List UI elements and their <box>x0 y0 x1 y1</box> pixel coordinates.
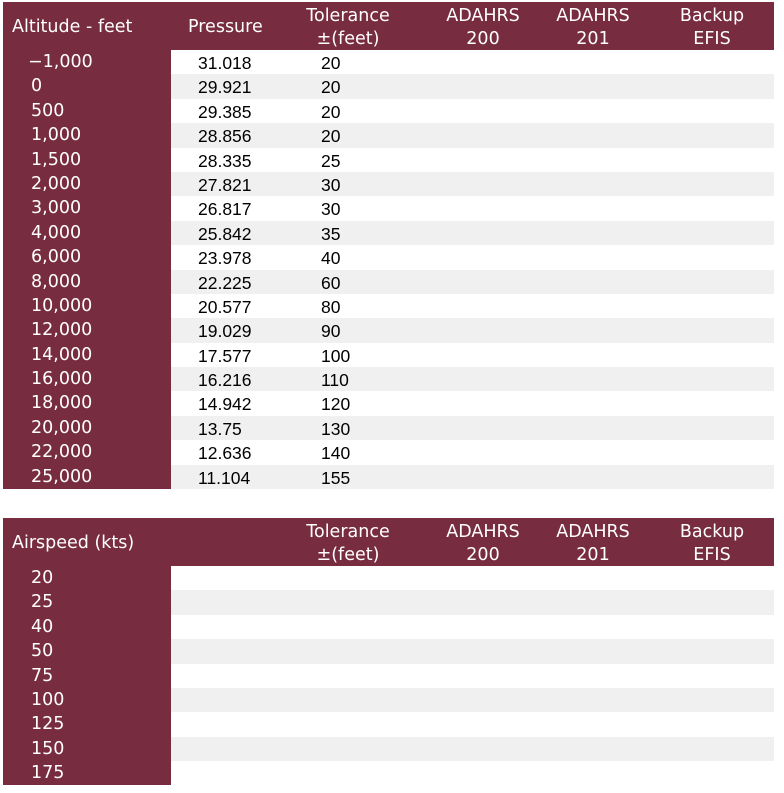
airspeed-cell <box>3 737 171 761</box>
tolerance-value: 60 <box>321 272 341 293</box>
altitude-cell <box>3 99 171 123</box>
pressure-value: 25.842 <box>198 223 252 244</box>
altitude-value: 10,000 <box>31 295 93 316</box>
altitude-cell <box>3 294 171 318</box>
airspeed-value: 75 <box>31 665 54 686</box>
altitude-cell <box>3 318 171 342</box>
tolerance-value: 20 <box>321 101 341 122</box>
tolerance-value: 110 <box>321 370 349 391</box>
pressure-header: Pressure <box>188 17 263 37</box>
adahrs201-header-line1: ADAHRS <box>556 522 630 542</box>
adahrs201-header <box>551 521 635 567</box>
table-row <box>3 688 774 712</box>
altitude-table-header <box>3 2 774 50</box>
table-row <box>3 172 774 196</box>
table-row <box>3 440 774 464</box>
tolerance-header-line2: ±(feet) <box>316 545 380 565</box>
table-row <box>3 148 774 172</box>
backup-efis-header-line1: Backup <box>679 522 745 542</box>
table-row <box>3 270 774 294</box>
altitude-value: 8,000 <box>31 271 82 292</box>
pressure-value: 23.978 <box>198 248 252 269</box>
table-row <box>3 416 774 440</box>
tolerance-value: 35 <box>321 223 341 244</box>
airspeed-cell <box>3 639 171 663</box>
airspeed-cell <box>3 664 171 688</box>
airspeed-value: 100 <box>31 689 65 710</box>
altitude-value: 3,000 <box>31 198 82 219</box>
altitude-cell <box>3 367 171 391</box>
pressure-value: 29.921 <box>198 77 252 98</box>
airspeed-value: 175 <box>31 763 65 784</box>
tolerance-value: 120 <box>321 394 351 415</box>
tolerance-value: 100 <box>321 345 351 366</box>
altitude-value: 20,000 <box>31 417 93 438</box>
airspeed-cell <box>3 712 171 736</box>
airspeed-value: 150 <box>31 738 65 759</box>
altitude-table-body <box>3 50 774 489</box>
table-row <box>3 712 774 736</box>
adahrs200-header-line2: 200 <box>466 29 500 49</box>
tolerance-value: 40 <box>321 248 341 269</box>
adahrs200-header <box>441 5 525 51</box>
altitude-value: 500 <box>31 100 65 121</box>
airspeed-value: 25 <box>31 592 54 613</box>
altitude-table <box>3 2 774 489</box>
altitude-cell <box>3 148 171 172</box>
tolerance-value: 140 <box>321 443 351 464</box>
airspeed-table-body <box>3 566 774 785</box>
table-row <box>3 664 774 688</box>
table-row <box>3 221 774 245</box>
table-row <box>3 391 774 415</box>
table-row <box>3 367 774 391</box>
tolerance-value: 130 <box>321 418 351 439</box>
tolerance-value: 20 <box>321 77 341 98</box>
table-row <box>3 99 774 123</box>
table-row <box>3 590 774 614</box>
tolerance-value: 25 <box>321 150 341 171</box>
tolerance-header <box>302 5 394 51</box>
table-row <box>3 123 774 147</box>
altitude-value: 2,000 <box>31 173 82 194</box>
altitude-cell <box>3 440 171 464</box>
table-row <box>3 318 774 342</box>
table-row <box>3 50 774 74</box>
adahrs200-header <box>441 521 525 567</box>
altitude-cell <box>3 391 171 415</box>
backup-efis-header-line2: EFIS <box>693 29 731 49</box>
tolerance-value: 155 <box>321 467 351 488</box>
altitude-cell <box>3 343 171 367</box>
altitude-value: 6,000 <box>31 247 82 268</box>
pressure-value: 20.577 <box>198 296 252 317</box>
pressure-value: 27.821 <box>198 174 252 195</box>
adahrs201-header-line1: ADAHRS <box>556 6 630 26</box>
airspeed-value: 50 <box>31 641 54 662</box>
airspeed-cell <box>3 566 171 590</box>
altitude-value: 12,000 <box>31 320 93 341</box>
pressure-value: 29.385 <box>198 101 252 122</box>
altitude-value: 14,000 <box>31 344 93 365</box>
altitude-value: −1,000 <box>28 52 93 72</box>
altitude-value: 0 <box>31 76 43 97</box>
pressure-value: 31.018 <box>198 53 252 73</box>
table-row <box>3 761 774 785</box>
pressure-value: 17.577 <box>198 345 252 366</box>
table-row <box>3 737 774 761</box>
pressure-value: 28.335 <box>198 150 252 171</box>
pressure-value: 13.75 <box>198 418 242 439</box>
airspeed-value: 20 <box>31 568 54 588</box>
adahrs201-header <box>551 5 635 51</box>
altitude-cell <box>3 172 171 196</box>
tolerance-value: 20 <box>321 53 341 73</box>
airspeed-value: 125 <box>31 714 65 735</box>
adahrs201-header-line2: 201 <box>576 29 610 49</box>
table-row <box>3 196 774 220</box>
adahrs201-header-line2: 201 <box>576 545 610 565</box>
airspeed-cell <box>3 615 171 639</box>
backup-efis-header-line2: EFIS <box>693 545 731 565</box>
pressure-value: 12.636 <box>198 443 252 464</box>
airspeed-cell <box>3 688 171 712</box>
pressure-value: 26.817 <box>198 199 252 220</box>
table-row <box>3 639 774 663</box>
table-row <box>3 294 774 318</box>
altitude-value: 1,500 <box>31 149 82 170</box>
pressure-value: 14.942 <box>198 394 252 415</box>
tolerance-value: 20 <box>321 126 341 147</box>
pressure-value: 11.104 <box>198 467 251 488</box>
altitude-value: 22,000 <box>31 442 93 463</box>
altitude-cell <box>3 123 171 147</box>
airspeed-cell <box>3 761 171 785</box>
altitude-header: Altitude - feet <box>12 17 133 37</box>
table-row <box>3 74 774 98</box>
altitude-value: 1,000 <box>31 125 82 146</box>
altitude-value: 18,000 <box>31 393 93 414</box>
tolerance-value: 30 <box>321 199 341 220</box>
pressure-value: 19.029 <box>198 321 252 342</box>
backup-efis-header <box>673 5 751 51</box>
table-row <box>3 343 774 367</box>
airspeed-header: Airspeed (kts) <box>12 533 135 553</box>
tolerance-value: 90 <box>321 321 341 342</box>
adahrs200-header-line2: 200 <box>466 545 500 565</box>
pressure-value: 22.225 <box>198 272 252 293</box>
table-row <box>3 566 774 590</box>
airspeed-value: 40 <box>31 616 54 637</box>
tolerance-header-line2: ±(feet) <box>316 29 380 49</box>
tolerance-header-line1: Tolerance <box>306 522 390 542</box>
backup-efis-header <box>673 521 751 567</box>
altitude-cell <box>3 221 171 245</box>
altitude-cell <box>3 245 171 269</box>
pressure-value: 28.856 <box>198 126 252 147</box>
pressure-value: 16.216 <box>198 370 252 391</box>
altitude-cell <box>3 74 171 98</box>
airspeed-table <box>3 518 774 785</box>
table-row <box>3 615 774 639</box>
altitude-cell <box>3 50 171 74</box>
altitude-cell <box>3 196 171 220</box>
airspeed-cell <box>3 590 171 614</box>
adahrs200-header-line1: ADAHRS <box>446 522 520 542</box>
table-row <box>3 465 774 489</box>
tolerance-value: 30 <box>321 174 341 195</box>
altitude-cell <box>3 270 171 294</box>
table-row <box>3 245 774 269</box>
adahrs200-header-line1: ADAHRS <box>446 6 520 26</box>
tolerance-header <box>302 521 394 567</box>
altitude-cell <box>3 416 171 440</box>
tolerance-value: 80 <box>321 296 341 317</box>
tolerance-header-line1: Tolerance <box>306 6 390 26</box>
backup-efis-header-line1: Backup <box>679 6 745 26</box>
altitude-value: 4,000 <box>31 222 82 243</box>
airspeed-table-header <box>3 518 774 566</box>
altitude-cell <box>3 465 171 489</box>
altitude-value: 25,000 <box>31 466 93 487</box>
altitude-value: 16,000 <box>31 369 93 390</box>
